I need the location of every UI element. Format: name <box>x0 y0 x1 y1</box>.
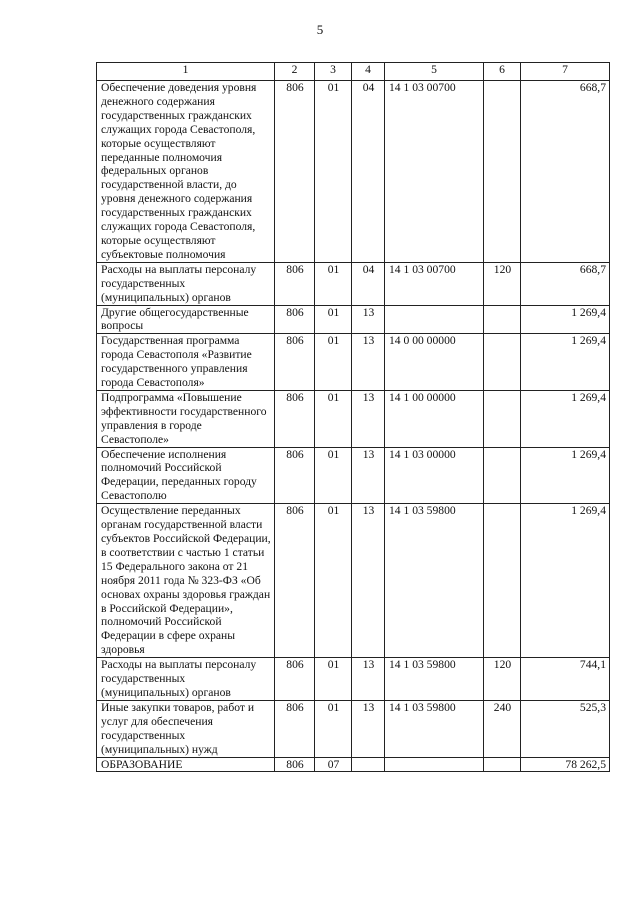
expense-type-code-cell <box>484 447 521 504</box>
item-name-cell: ОБРАЗОВАНИЕ <box>97 757 275 772</box>
expense-type-code-cell <box>484 757 521 772</box>
grbs-code-cell: 806 <box>275 757 315 772</box>
amount-cell: 1 269,4 <box>521 305 610 334</box>
subsection-code-cell: 04 <box>352 81 385 263</box>
table-row <box>97 504 610 658</box>
table-body <box>97 63 610 772</box>
target-article-code-cell: 14 1 00 00000 <box>385 390 484 447</box>
item-name-cell: Другие общегосударственные вопросы <box>97 305 275 334</box>
section-code-cell: 01 <box>315 447 352 504</box>
item-name-cell: Обеспечение исполнения полномочий Российской Федерации, переданных городу Севастополю <box>97 447 275 504</box>
table-row <box>97 334 610 391</box>
section-code-cell: 01 <box>315 390 352 447</box>
table-row <box>97 262 610 305</box>
item-name-cell: Обеспечение доведения уровня денежного содержания государственных гражданских служащих города Севастополя, которые осуществляют переданные полномочия федеральных органов государственной власти, до уровня денежного содержания государственных гражданских служащих города Севастополя, которые осуществляют субъектовые полномочия <box>97 81 275 263</box>
grbs-code-cell: 806 <box>275 504 315 658</box>
target-article-code-cell <box>385 757 484 772</box>
target-article-code-cell: 14 1 03 59800 <box>385 504 484 658</box>
header-cell-7: 7 <box>521 63 610 81</box>
section-code-cell: 01 <box>315 658 352 701</box>
amount-cell: 78 262,5 <box>521 757 610 772</box>
header-cell-6: 6 <box>484 63 521 81</box>
page-number: 5 <box>316 22 324 37</box>
table-row <box>97 81 610 263</box>
section-code-cell: 01 <box>315 504 352 658</box>
amount-cell: 1 269,4 <box>521 504 610 658</box>
table-row <box>97 658 610 701</box>
amount-cell: 668,7 <box>521 81 610 263</box>
subsection-code-cell: 13 <box>352 305 385 334</box>
item-name-cell: Подпрограмма «Повышение эффективности государственного управления в городе Севастополе» <box>97 390 275 447</box>
grbs-code-cell: 806 <box>275 334 315 391</box>
expense-type-code-cell <box>484 305 521 334</box>
budget-table <box>96 62 610 772</box>
subsection-code-cell: 13 <box>352 504 385 658</box>
expense-type-code-cell <box>484 390 521 447</box>
expense-type-code-cell: 120 <box>484 658 521 701</box>
target-article-code-cell: 14 1 03 00700 <box>385 262 484 305</box>
header-cell-1: 1 <box>97 63 275 81</box>
amount-cell: 1 269,4 <box>521 390 610 447</box>
table-row <box>97 700 610 757</box>
section-code-cell: 01 <box>315 262 352 305</box>
target-article-code-cell: 14 1 03 59800 <box>385 700 484 757</box>
header-cell-5: 5 <box>385 63 484 81</box>
item-name-cell: Государственная программа города Севастополя «Развитие государственного управления города Севастополя» <box>97 334 275 391</box>
grbs-code-cell: 806 <box>275 700 315 757</box>
header-cell-3: 3 <box>315 63 352 81</box>
item-name-cell: Расходы на выплаты персоналу государственных (муниципальных) органов <box>97 658 275 701</box>
expense-type-code-cell <box>484 504 521 658</box>
subsection-code-cell: 04 <box>352 262 385 305</box>
expense-type-code-cell <box>484 81 521 263</box>
item-name-cell: Расходы на выплаты персоналу государственных (муниципальных) органов <box>97 262 275 305</box>
target-article-code-cell: 14 1 03 00700 <box>385 81 484 263</box>
section-code-cell: 01 <box>315 700 352 757</box>
target-article-code-cell: 14 1 03 59800 <box>385 658 484 701</box>
subsection-code-cell: 13 <box>352 658 385 701</box>
table-row <box>97 390 610 447</box>
subsection-code-cell: 13 <box>352 447 385 504</box>
subsection-code-cell <box>352 757 385 772</box>
section-code-cell: 01 <box>315 305 352 334</box>
table-row <box>97 447 610 504</box>
expense-type-code-cell <box>484 334 521 391</box>
header-cell-2: 2 <box>275 63 315 81</box>
expense-type-code-cell: 120 <box>484 262 521 305</box>
table-row <box>97 305 610 334</box>
header-row <box>97 63 610 81</box>
section-code-cell: 07 <box>315 757 352 772</box>
subsection-code-cell: 13 <box>352 334 385 391</box>
subsection-code-cell: 13 <box>352 390 385 447</box>
header-cell-4: 4 <box>352 63 385 81</box>
section-code-cell: 01 <box>315 81 352 263</box>
grbs-code-cell: 806 <box>275 390 315 447</box>
grbs-code-cell: 806 <box>275 447 315 504</box>
target-article-code-cell: 14 1 03 00000 <box>385 447 484 504</box>
section-code-cell: 01 <box>315 334 352 391</box>
amount-cell: 1 269,4 <box>521 447 610 504</box>
grbs-code-cell: 806 <box>275 305 315 334</box>
amount-cell: 744,1 <box>521 658 610 701</box>
amount-cell: 525,3 <box>521 700 610 757</box>
table-row <box>97 757 610 772</box>
grbs-code-cell: 806 <box>275 658 315 701</box>
amount-cell: 1 269,4 <box>521 334 610 391</box>
target-article-code-cell <box>385 305 484 334</box>
target-article-code-cell: 14 0 00 00000 <box>385 334 484 391</box>
amount-cell: 668,7 <box>521 262 610 305</box>
grbs-code-cell: 806 <box>275 81 315 263</box>
item-name-cell: Осуществление переданных органам государственной власти субъектов Российской Федерации, в соответствии с частью 1 статьи 15 Федерального закона от 21 ноября 2011 года № 323-ФЗ «Об основах охраны здоровья граждан в Российской Федерации», полномочий Российской Федерации в сфере охраны здоровья <box>97 504 275 658</box>
subsection-code-cell: 13 <box>352 700 385 757</box>
grbs-code-cell: 806 <box>275 262 315 305</box>
item-name-cell: Иные закупки товаров, работ и услуг для обеспечения государственных (муниципальных) нужд <box>97 700 275 757</box>
expense-type-code-cell: 240 <box>484 700 521 757</box>
